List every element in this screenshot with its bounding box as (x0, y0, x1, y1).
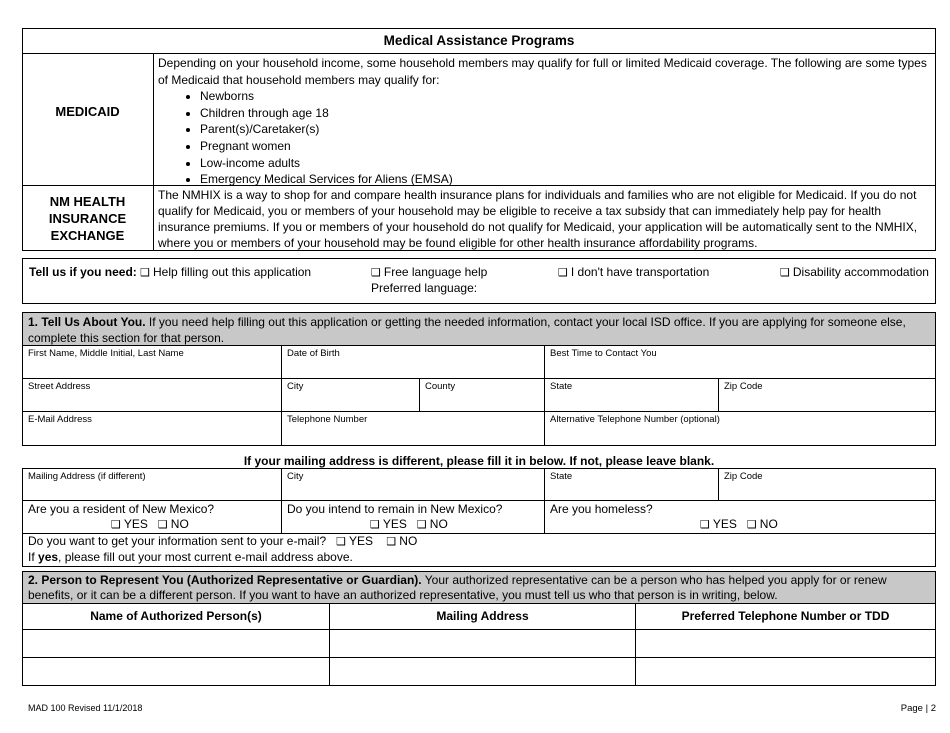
mailing-state-field[interactable]: State (544, 468, 719, 501)
email-no: NO (399, 534, 418, 548)
authorized-phone-field-1[interactable] (635, 629, 936, 658)
authorized-name-field-1[interactable] (22, 629, 330, 658)
needs-language-label: Free language help (383, 265, 488, 279)
checkbox-icon[interactable]: ❑ (386, 535, 397, 548)
exchange-label: NM HEALTH INSURANCE EXCHANGE (48, 194, 127, 243)
section1-heading: 1. Tell Us About You. (28, 315, 146, 329)
checkbox-icon[interactable]: ❑ (558, 266, 568, 279)
checkbox-icon[interactable]: ❑ (371, 266, 381, 279)
street-field[interactable]: Street Address (22, 378, 282, 412)
state-field[interactable]: State (544, 378, 719, 412)
email-question: Do you want to get your information sent to your e-mail? ❑ YES ❑ NO If yes, please fill out your most current e-mail address above. (22, 533, 936, 567)
medicaid-intro: Depending on your household income, some household members may qualify for full or limited Medicaid coverage. The following are some types of Medicaid that household members may qualify for: (158, 56, 927, 87)
medicaid-description (158, 55, 933, 188)
alt-phone-field[interactable]: Alternative Telephone Number (optional) (544, 411, 936, 446)
checkbox-icon[interactable]: ❑ (111, 518, 121, 531)
needs-language-option[interactable] (371, 265, 487, 279)
section1-header (22, 312, 936, 346)
checkbox-icon[interactable]: ❑ (780, 266, 790, 279)
authorized-phone-field-2[interactable] (635, 657, 936, 686)
medicaid-label: MEDICAID (55, 104, 120, 119)
checkbox-icon[interactable]: ❑ (157, 518, 168, 531)
authorized-name-field-2[interactable] (22, 657, 330, 686)
email-field[interactable]: E-Mail Address (22, 411, 282, 446)
needs-disability-label: Disability accommodation (792, 265, 929, 279)
needs-label: Tell us if you need (29, 265, 133, 279)
checkbox-icon[interactable]: ❑ (336, 535, 347, 548)
county-field[interactable]: County (419, 378, 545, 412)
list-item: • Low-income adults (200, 155, 933, 172)
checkbox-icon[interactable]: ❑ (140, 266, 151, 279)
email-yes: YES (349, 534, 374, 548)
needs-transport-label: I don't have transportation (570, 265, 710, 279)
list-item: • Emergency Medical Services for Aliens (EMSA) (200, 171, 933, 188)
mailing-note: If your mailing address is different, please fill it in below. If not, please leave blank. (243, 454, 715, 468)
checkbox-icon[interactable]: ❑ (416, 518, 427, 531)
exchange-description: The NMHIX is a way to shop for and compare health insurance plans for individuals and families who are not eligible for Medicaid. If you do not qualify for Medicaid, you or members of your household may be eligible to receive a tax subsidy that can immediately help pay for health insurance premiums. If you or members of your household do not qualify for Medicaid, your application will be automatically sent to the NMHIX, where you or members of your household may be found eligible for other health insurance affordability programs. (158, 188, 918, 250)
programs-col-divider (153, 53, 154, 251)
needs-help-label: Help filling out this application (153, 265, 312, 279)
checkbox-icon[interactable]: ❑ (746, 518, 757, 531)
homeless-yes: YES (712, 517, 737, 531)
homeless-question: Are you homeless? ❑ YES ❑ NO (544, 500, 936, 534)
col-mailing-address: Mailing Address (329, 603, 636, 630)
list-item: • Parent(s)/Caretaker(s) (200, 121, 933, 138)
checkbox-icon[interactable]: ❑ (700, 518, 710, 531)
section2-text: Your authorized representative can be a person who has helped you apply for or renew benefits, or it can be a different person. If you want to have an authorized representative, you must tell us who that person is in writing, below. (28, 573, 887, 602)
resident-no: NO (170, 517, 189, 531)
preferred-language-label: Preferred language: (371, 281, 478, 295)
list-item: • Pregnant women (200, 138, 933, 155)
mailing-address-field[interactable]: Mailing Address (if different) (22, 468, 282, 501)
mailing-zip-field[interactable]: Zip Code (718, 468, 936, 501)
form-id: MAD 100 Revised 11/1/2018 (28, 703, 143, 713)
dob-field[interactable]: Date of Birth (281, 345, 545, 379)
section1-text: If you need help filling out this application or getting the needed information, contact your local ISD office. If you are applying for someone else, complete this section for that person. (28, 315, 906, 345)
medicaid-list (158, 88, 933, 188)
phone-field[interactable]: Telephone Number (281, 411, 545, 446)
page-number: Page | 2 (900, 703, 936, 714)
col-preferred-phone: Preferred Telephone Number or TDD (635, 603, 936, 630)
zip-field[interactable]: Zip Code (718, 378, 936, 412)
list-item: • Newborns (200, 88, 933, 105)
remain-question: Do you intend to remain in New Mexico? ❑ YES ❑ NO (281, 500, 545, 534)
email-note: If yes, please fill out your most current e-mail address above. (28, 549, 353, 564)
needs-transport-option[interactable] (558, 265, 709, 279)
resident-question: Are you a resident of New Mexico? ❑ YES ❑ NO (22, 500, 282, 534)
programs-title: Medical Assistance Programs (383, 33, 575, 48)
remain-yes: YES (382, 517, 407, 531)
resident-yes: YES (123, 517, 148, 531)
best-time-field[interactable]: Best Time to Contact You (544, 345, 936, 379)
section2-header (22, 571, 936, 604)
needs-help-option[interactable]: Tell us if you need: ❑ Help filling out this application (29, 265, 312, 279)
name-field[interactable]: First Name, Middle Initial, Last Name (22, 345, 282, 379)
homeless-no: NO (759, 517, 778, 531)
programs-title-divider (22, 53, 936, 54)
section2-heading: 2. Person to Represent You (Authorized Representative or Guardian). (28, 573, 422, 587)
list-item: • Children through age 18 (200, 105, 933, 122)
city-field[interactable]: City (281, 378, 420, 412)
checkbox-icon[interactable]: ❑ (370, 518, 380, 531)
mailing-city-field[interactable]: City (281, 468, 545, 501)
remain-no: NO (429, 517, 448, 531)
needs-disability-option[interactable] (780, 265, 929, 279)
authorized-address-field-2[interactable] (329, 657, 636, 686)
col-authorized-name: Name of Authorized Person(s) (22, 603, 330, 630)
authorized-address-field-1[interactable] (329, 629, 636, 658)
